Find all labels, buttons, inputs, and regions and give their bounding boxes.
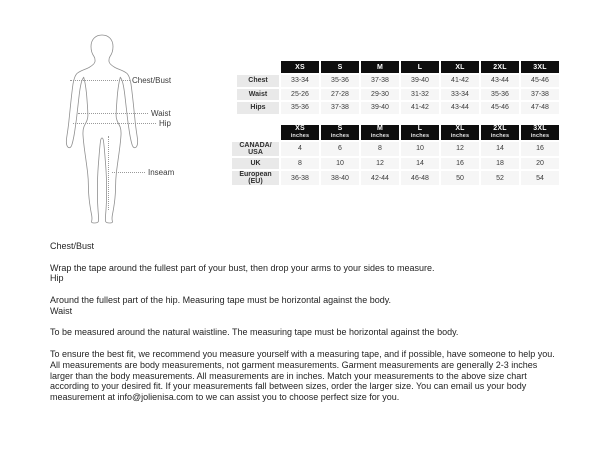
body-outline-icon	[52, 32, 152, 224]
guide-text-line: To be measured around the natural waistline. The measuring tape must be horizontal against the body.	[50, 327, 459, 338]
size-column-header: 3XL	[521, 61, 559, 73]
guide-blank-line	[50, 284, 562, 295]
measurement-cell: 16	[521, 142, 559, 156]
measurement-cell: 14	[401, 158, 439, 170]
measurement-cell: 27-28	[321, 89, 359, 101]
row-label: UK	[232, 158, 279, 170]
unit-sublabel: inches	[410, 133, 430, 139]
guide-text-line: Chest/Bust	[50, 241, 95, 251]
hip-label: Hip	[159, 119, 172, 128]
unit-sublabel: inches	[370, 133, 390, 139]
conversion-table	[230, 123, 561, 188]
measurement-cell: 14	[481, 142, 519, 156]
measurement-cell: 35-36	[321, 75, 359, 87]
table-corner-cell	[237, 61, 279, 73]
size-column-header: L	[401, 61, 439, 73]
row-label: European (EU)	[232, 171, 279, 185]
measurement-cell: 18	[481, 158, 519, 170]
measurement-cell: 10	[321, 158, 359, 170]
measurement-cell: 50	[441, 171, 479, 185]
measurement-cell: 54	[521, 171, 559, 185]
row-label: Chest	[237, 75, 279, 87]
measurement-cell: 39-40	[361, 102, 399, 114]
measurement-cell: 35-36	[281, 102, 319, 114]
measurement-cell: 37-38	[321, 102, 359, 114]
unit-sublabel: inches	[490, 133, 510, 139]
unit-sublabel: inches	[450, 133, 470, 139]
measurement-cell: 37-38	[521, 89, 559, 101]
measurement-cell: 8	[361, 142, 399, 156]
table-row	[232, 171, 559, 185]
measurement-cell: 37-38	[361, 75, 399, 87]
measurement-cell: 8	[281, 158, 319, 170]
measurement-cell: 4	[281, 142, 319, 156]
guide-text-line: Around the fullest part of the hip. Measuring tape must be horizontal against the body.	[50, 294, 392, 305]
row-label: Hips	[237, 102, 279, 114]
chest-bust-label: Chest/Bust	[132, 76, 172, 85]
measurement-cell: 25-26	[281, 89, 319, 101]
size-column-header: S	[321, 61, 359, 73]
inseam-vertical-line	[108, 136, 109, 210]
measurement-cell: 33-34	[281, 75, 319, 87]
guide-text-line: Waist	[50, 305, 73, 316]
guide-text-line: Wrap the tape around the fullest part of your bust, then drop your arms to your sides to measure.	[50, 262, 435, 273]
measurement-cell: 52	[481, 171, 519, 185]
measurement-cell: 38-40	[321, 171, 359, 185]
size-column-header: L inches	[401, 125, 439, 140]
measurement-cell: 42-44	[361, 171, 399, 185]
measurement-cell: 41-42	[401, 102, 439, 114]
measurement-cell: 12	[361, 158, 399, 170]
size-column-header: M	[361, 61, 399, 73]
measurement-cell: 12	[441, 142, 479, 156]
unit-sublabel: inches	[290, 133, 310, 139]
measurement-cell: 6	[321, 142, 359, 156]
measurement-cell: 36-38	[281, 171, 319, 185]
size-column-header: XS inches	[281, 125, 319, 140]
measurement-cell: 35-36	[481, 89, 519, 101]
unit-sublabel: inches	[530, 133, 550, 139]
size-column-header: XL	[441, 61, 479, 73]
size-column-header: 2XL inches	[481, 125, 519, 140]
body-silhouette-diagram	[52, 32, 152, 224]
table-corner-cell	[232, 125, 279, 140]
size-tables-area	[230, 59, 561, 187]
hip-leader-line	[73, 123, 156, 124]
table-row	[237, 102, 559, 114]
measurement-cell: 47-48	[521, 102, 559, 114]
guide-blank-line	[50, 338, 562, 349]
size-column-header: S inches	[321, 125, 359, 140]
measurement-cell: 45-46	[521, 75, 559, 87]
measurement-cell: 46-48	[401, 171, 439, 185]
row-label: Waist	[237, 89, 279, 101]
measurement-cell: 16	[441, 158, 479, 170]
measurement-cell: 43-44	[441, 102, 479, 114]
chest-leader-line	[70, 80, 130, 81]
measurement-cell: 31-32	[401, 89, 439, 101]
unit-sublabel: inches	[330, 133, 350, 139]
inseam-label: Inseam	[148, 168, 175, 177]
measurement-cell: 45-46	[481, 102, 519, 114]
waist-label: Waist	[151, 109, 171, 118]
size-column-header: XS	[281, 61, 319, 73]
guide-blank-line	[50, 252, 562, 263]
size-column-header: XL inches	[441, 125, 479, 140]
measuring-guide-text	[50, 241, 562, 403]
row-label: CANADA/ USA	[232, 142, 279, 156]
size-chart-table	[235, 59, 561, 116]
size-column-header: 2XL	[481, 61, 519, 73]
size-column-header: M inches	[361, 125, 399, 140]
measurement-cell: 39-40	[401, 75, 439, 87]
measurement-cell: 41-42	[441, 75, 479, 87]
table-row	[237, 75, 559, 87]
table-row	[232, 158, 559, 170]
measurement-cell: 10	[401, 142, 439, 156]
waist-leader-line	[78, 113, 148, 114]
measurement-cell: 43-44	[481, 75, 519, 87]
guide-text-line: Hip	[50, 273, 64, 284]
guide-blank-line	[50, 317, 562, 328]
inseam-leader-line	[112, 172, 145, 173]
measurement-cell: 33-34	[441, 89, 479, 101]
measurement-cell: 29-30	[361, 89, 399, 101]
guide-text-line: To ensure the best fit, we recommend you measure yourself with a measuring tape, and if possible, have someone to help you. All measurements are body measurements, not garment measurements. Garment measurements are generally 2-3 inches larger than the body measurements. All measurements are in inches. Match your measurements to the above size chart according to your desired fit. If your measurements fall between sizes, order the larger size. You can email us your body measurement at info@jolienisa.com to we can assist you to choose perfect size for you.	[50, 348, 555, 403]
measurement-cell: 20	[521, 158, 559, 170]
table-row	[237, 89, 559, 101]
table-row	[232, 142, 559, 156]
size-column-header: 3XL inches	[521, 125, 559, 140]
